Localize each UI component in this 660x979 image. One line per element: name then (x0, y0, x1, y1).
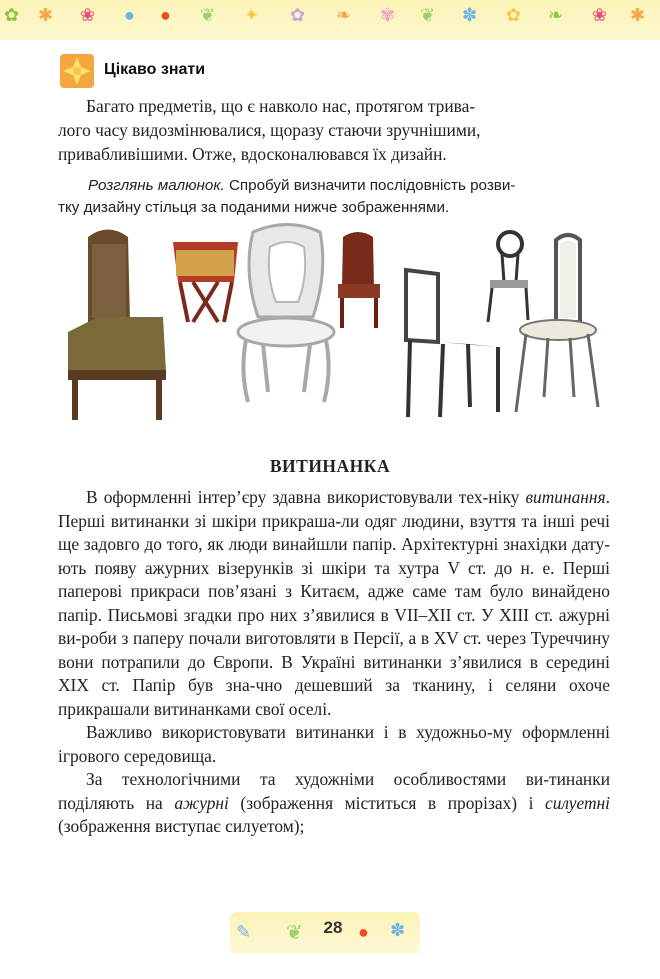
info-title: Цікаво знати (104, 61, 206, 78)
carved-armchair-image (68, 230, 166, 421)
flower-icon: ❀ (592, 5, 608, 25)
flower-icon: ✿ (4, 5, 20, 25)
term: витинання (525, 487, 606, 507)
puzzle-icon (58, 52, 96, 90)
wood-armchair-image (338, 232, 380, 328)
text-line: Багато предметів, що є навколо нас, протягом трива- (86, 96, 476, 116)
info-paragraph (58, 94, 610, 166)
top-decorative-band (0, 0, 660, 40)
section-heading: ВИТИНАНКА (269, 456, 391, 476)
star-icon: ✱ (38, 5, 54, 25)
chairs-illustration (58, 222, 618, 427)
berry-icon: ● (160, 5, 171, 25)
paragraph: Важливо використовувати витинанки і в художньо-му оформленні ігрового середовища. (58, 722, 610, 766)
text-run: . Перші витинанки зі шкіри прикраша-ли одяг людини, взуття та інші речі ще задовго до того, як люди винайшли папір. Архітектурні знахідки дату-ють появу ажурних візерунків зі шкіри та хутра V ст. до н. е. Перші паперові прикраси пов’язані з Китаєм, адже саме там було винайдено папір. Письмові згадки про них з’явилися в VII–XII ст. У XIII ст. ажурні ви-роби з паперу почали виготовляти в Персії, а в XV ст. через Туреччину вони потрапили до Європи. В Україні витинанки з’явилися в середині XIX ст. Папір був зна-чно дешевший за тканину, і селяни охоче прикрашали витинанками свої оселі. (58, 487, 610, 719)
text-run: (зображення міститься в прорізах) і (228, 792, 546, 813)
task-text (58, 175, 610, 219)
text-run: В оформленні інтер’єру здавна використовували тех-ніку (86, 487, 526, 507)
term: ажурні (174, 792, 229, 813)
flower-icon: ❀ (80, 5, 96, 25)
text-run: (зображення виступає силуетом); (58, 816, 305, 836)
berry-icon: ● (358, 922, 369, 942)
dot-icon: ● (124, 5, 135, 25)
page-number: 28 (323, 918, 343, 937)
text-line: лого часу видозмінювалися, щоразу стаючи зручнішими, (58, 120, 481, 140)
leaf-icon: ❧ (336, 5, 352, 25)
task-lead: Розглянь малюнок. (88, 177, 225, 194)
text-line: привабливішими. Отже, вдосконалювався їх дизайн. (58, 144, 447, 164)
task-rest: Спробуй визначити послідовність розви- (224, 177, 516, 194)
star-icon: ✦ (244, 5, 260, 25)
flower-icon: ✽ (462, 5, 478, 25)
flower-icon: ✾ (380, 5, 396, 25)
paragraph (58, 486, 610, 721)
red-stool-image (173, 242, 238, 322)
flower-icon: ✿ (290, 5, 306, 25)
leaf-icon: ❧ (548, 5, 564, 25)
term: силуетні (545, 792, 611, 813)
text-run: За технологічними та художніми особливостями ви-тинанки поділяють на (58, 769, 610, 813)
paragraph (58, 768, 610, 839)
pencil-icon: ✎ (236, 922, 252, 942)
metal-modern-chair-image (406, 270, 498, 417)
bow-icon: ❦ (200, 5, 216, 25)
section-body (58, 486, 610, 839)
bentwood-chair-image (488, 232, 528, 322)
task-line2: тку дизайну стільця за поданими нижче зображеннями. (58, 199, 450, 216)
flower-icon: ✿ (506, 5, 522, 25)
star-icon: ✱ (630, 5, 646, 25)
leaf-icon: ❦ (286, 922, 303, 944)
leaf-icon: ❦ (420, 5, 436, 25)
flower-icon: ✽ (390, 920, 406, 940)
white-tall-chair-image (516, 235, 598, 412)
white-baroque-chair-image (238, 225, 334, 403)
